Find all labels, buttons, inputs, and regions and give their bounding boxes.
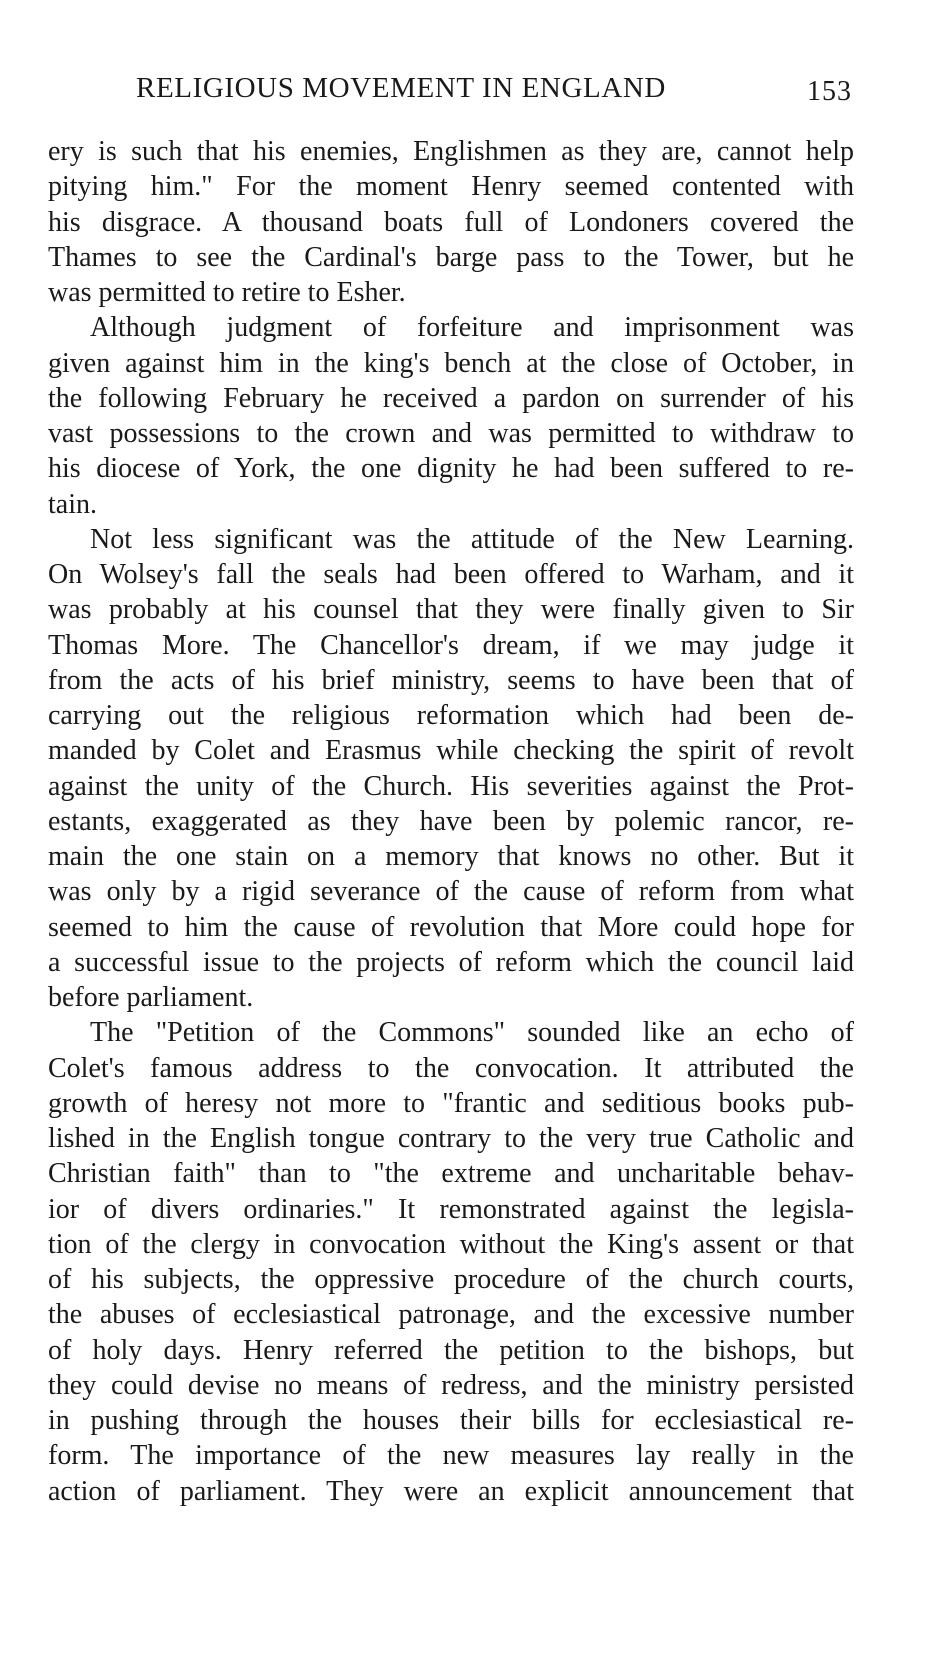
text-line: a successful issue to the projects of reform which the council laid	[48, 946, 854, 978]
paragraph	[48, 134, 854, 310]
body-text	[48, 134, 854, 1509]
paragraph	[48, 1015, 854, 1509]
text-line: seemed to him the cause of revolution that More could hope for	[48, 911, 854, 943]
text-line: of holy days. Henry referred the petition to the bishops, but	[48, 1334, 854, 1366]
text-line: vast possessions to the crown and was permitted to withdraw to	[48, 418, 854, 449]
text-line: of his subjects, the oppressive procedure of the church courts,	[48, 1264, 854, 1295]
text-line: lished in the English tongue contrary to the very true Catholic and	[48, 1123, 854, 1154]
text-line: Although judgment of forfeiture and imprisonment was	[90, 312, 854, 344]
page-number: 153	[807, 76, 852, 107]
text-line: his disgrace. A thousand boats full of Londoners covered the	[48, 206, 854, 238]
text-line: from the acts of his brief ministry, seems to have been that of	[48, 664, 854, 696]
text-line: the following February he received a pardon on surrender of his	[48, 382, 854, 414]
text-line: tain.	[48, 488, 97, 520]
running-title: RELIGIOUS MOVEMENT IN ENGLAND	[136, 72, 666, 104]
text-line: Christian faith" than to "the extreme and uncharitable behav-	[48, 1158, 854, 1190]
text-line: they could devise no means of redress, and the ministry persisted	[48, 1369, 854, 1401]
text-line: before parliament.	[48, 982, 254, 1013]
text-line: Thames to see the Cardinal's barge pass to the Tower, but he	[48, 241, 854, 273]
text-line: was only by a rigid severance of the cause of reform from what	[48, 876, 854, 908]
text-line: The "Petition of the Commons" sounded like an echo of	[90, 1017, 854, 1049]
text-line: was probably at his counsel that they were finally given to Sir	[48, 594, 854, 626]
text-line: given against him in the king's bench at the close of October, in	[48, 347, 854, 379]
text-line: pitying him." For the moment Henry seemed contented with	[48, 171, 854, 203]
text-line: growth of heresy not more to "frantic and seditious books pub-	[48, 1087, 854, 1119]
text-line: was permitted to retire to Esher.	[48, 277, 406, 308]
text-line: tion of the clergy in convocation without the King's assent or that	[48, 1228, 854, 1260]
text-line: manded by Colet and Erasmus while checking the spirit of revolt	[48, 735, 854, 767]
text-line: the abuses of ecclesiastical patronage, and the excessive number	[48, 1299, 854, 1331]
text-line: Thomas More. The Chancellor's dream, if we may judge it	[48, 629, 854, 661]
text-line: estants, exaggerated as they have been by polemic rancor, re-	[48, 805, 854, 837]
text-line: against the unity of the Church. His severities against the Prot-	[48, 770, 854, 802]
text-line: main the one stain on a memory that knows no other. But it	[48, 841, 854, 872]
text-line: carrying out the religious reformation which had been de-	[48, 700, 854, 731]
text-line: his diocese of York, the one dignity he had been suffered to re-	[48, 453, 854, 485]
paragraph	[48, 310, 854, 522]
running-head	[136, 72, 852, 112]
text-line: ery is such that his enemies, Englishmen as they are, cannot help	[48, 136, 854, 167]
text-line: action of parliament. They were an explicit announcement that	[48, 1475, 854, 1507]
text-line: On Wolsey's fall the seals had been offered to Warham, and it	[48, 559, 854, 590]
text-line: ior of divers ordinaries." It remonstrated against the legisla-	[48, 1193, 854, 1225]
text-line: Colet's famous address to the convocation. It attributed the	[48, 1052, 854, 1084]
text-line: form. The importance of the new measures lay really in the	[48, 1440, 854, 1472]
text-line: Not less significant was the attitude of the New Learning.	[90, 523, 854, 555]
text-line: in pushing through the houses their bills for ecclesiastical re-	[48, 1405, 854, 1436]
paragraph	[48, 522, 854, 1016]
